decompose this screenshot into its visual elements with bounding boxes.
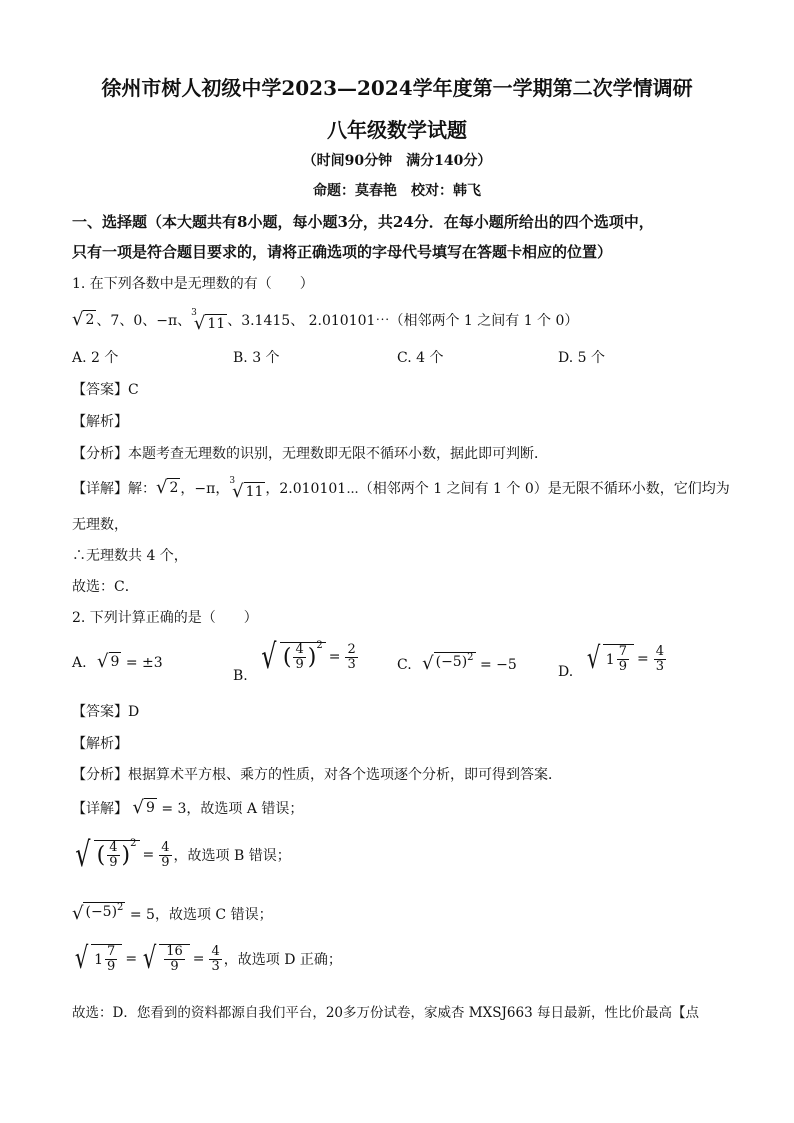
section-heading-line1: 一、选择题（本大题共有8小题，每小题3分，共24分．在每小题所给出的四个选项中， xyxy=(72,213,654,231)
q2-answer: 【答案】D xyxy=(72,704,140,720)
exam-authors: 命题：莫春艳 校对：韩飞 xyxy=(313,183,481,199)
q1-stem: 1. 在下列各数中是无理数的有（ ） xyxy=(72,276,314,292)
q2-analysis-tag: 【解析】 xyxy=(72,736,128,752)
q2-option-a: A. √ 9 = ±3 xyxy=(72,651,163,672)
q1-xj-cbrt11: 3 √ 11 xyxy=(229,476,264,502)
q1-xiangjie: 【详解】解： √ 2 ，−π， 3 √ 11 ，2.010101⋯（相邻两个 1 之间有 1 个 0）是无限不循环小数，它们均为 xyxy=(72,476,730,502)
q1-therefore: ∴无理数共 4 个， xyxy=(72,548,188,564)
q1-numbers-part2: 、3.1415、 2.010101⋯（相邻两个 1 之间有 1 个 0） xyxy=(227,313,579,329)
q1-answer: 【答案】C xyxy=(72,382,139,398)
q1-numbers xyxy=(72,310,578,333)
q1-xj-sqrt2: √ 2 xyxy=(156,477,179,498)
q2-xiangjie-3: √ $(-5)^2$ = 5，故选项 C 错误； xyxy=(72,902,273,924)
q1-analysis-tag: 【解析】 xyxy=(72,414,128,430)
q1-choice: 故选：C． xyxy=(72,579,139,595)
q1-option-a: A. 2 个 xyxy=(72,350,119,366)
q2-option-b: B. √ ( $\frac{4}{9}$ ) 2 = $\frac{2}{3}$ xyxy=(233,637,356,684)
exam-title: 徐州市树人初级中学2023—2024学年度第一学期第二次学情调研 xyxy=(101,76,693,100)
q1-numbers-part1: 、7、0、−π、 xyxy=(96,313,192,329)
q1-cbrt11: 3 √ 11 xyxy=(191,308,226,334)
q2-xiangjie-2: √ ( $\frac{4}{9}$ ) 2 = $\frac{4}{9}$ ，故选项 B 错误； xyxy=(75,835,291,875)
q2-final-line: 故选：D．您看到的资料都源自我们平台，20多万份试卷，家威杏 MXSJ663 每日最新，性比价最高【点 xyxy=(72,1005,699,1021)
section-heading-line2: 只有一项是符合题目要求的，请将正确选项的字母代号填写在答题卡相应的位置） xyxy=(72,243,613,261)
q1-option-b: B. 3 个 xyxy=(233,350,280,366)
q2-xiangjie-1: 【详解】 √ 9 = 3，故选项 A 错误； xyxy=(72,797,304,818)
exam-subtitle: 八年级数学试题 xyxy=(327,118,467,142)
q1-sqrt2: √ 2 xyxy=(72,309,95,330)
q2-xiangjie-4: √ 1 $\frac{7}{9}$ = √ $\frac{16}{9}$ = $\frac{4}{3}$ ，故选项 D 正确； xyxy=(74,941,342,976)
q2-option-d: D. √ 1 $\frac{7}{9}$ = $\frac{4}{3}$ xyxy=(558,641,664,680)
q1-option-d: D. 5 个 xyxy=(558,350,605,366)
q2-stem: 2. 下列计算正确的是（ ） xyxy=(72,610,258,626)
q2-option-c: C. √ $(-5)^2$ = −5 xyxy=(397,652,517,674)
q1-option-c: C. 4 个 xyxy=(397,350,444,366)
q1-xiangjie-cont: 无理数， xyxy=(72,517,128,533)
exam-time-score: （时间90分钟 满分140分） xyxy=(302,153,492,169)
q2-fenxi: 【分析】根据算术平方根、乘方的性质，对各个选项逐个分析，即可得到答案． xyxy=(72,767,562,783)
q1-fenxi: 【分析】本题考查无理数的识别，无理数即无限不循环小数，据此即可判断． xyxy=(72,446,548,462)
